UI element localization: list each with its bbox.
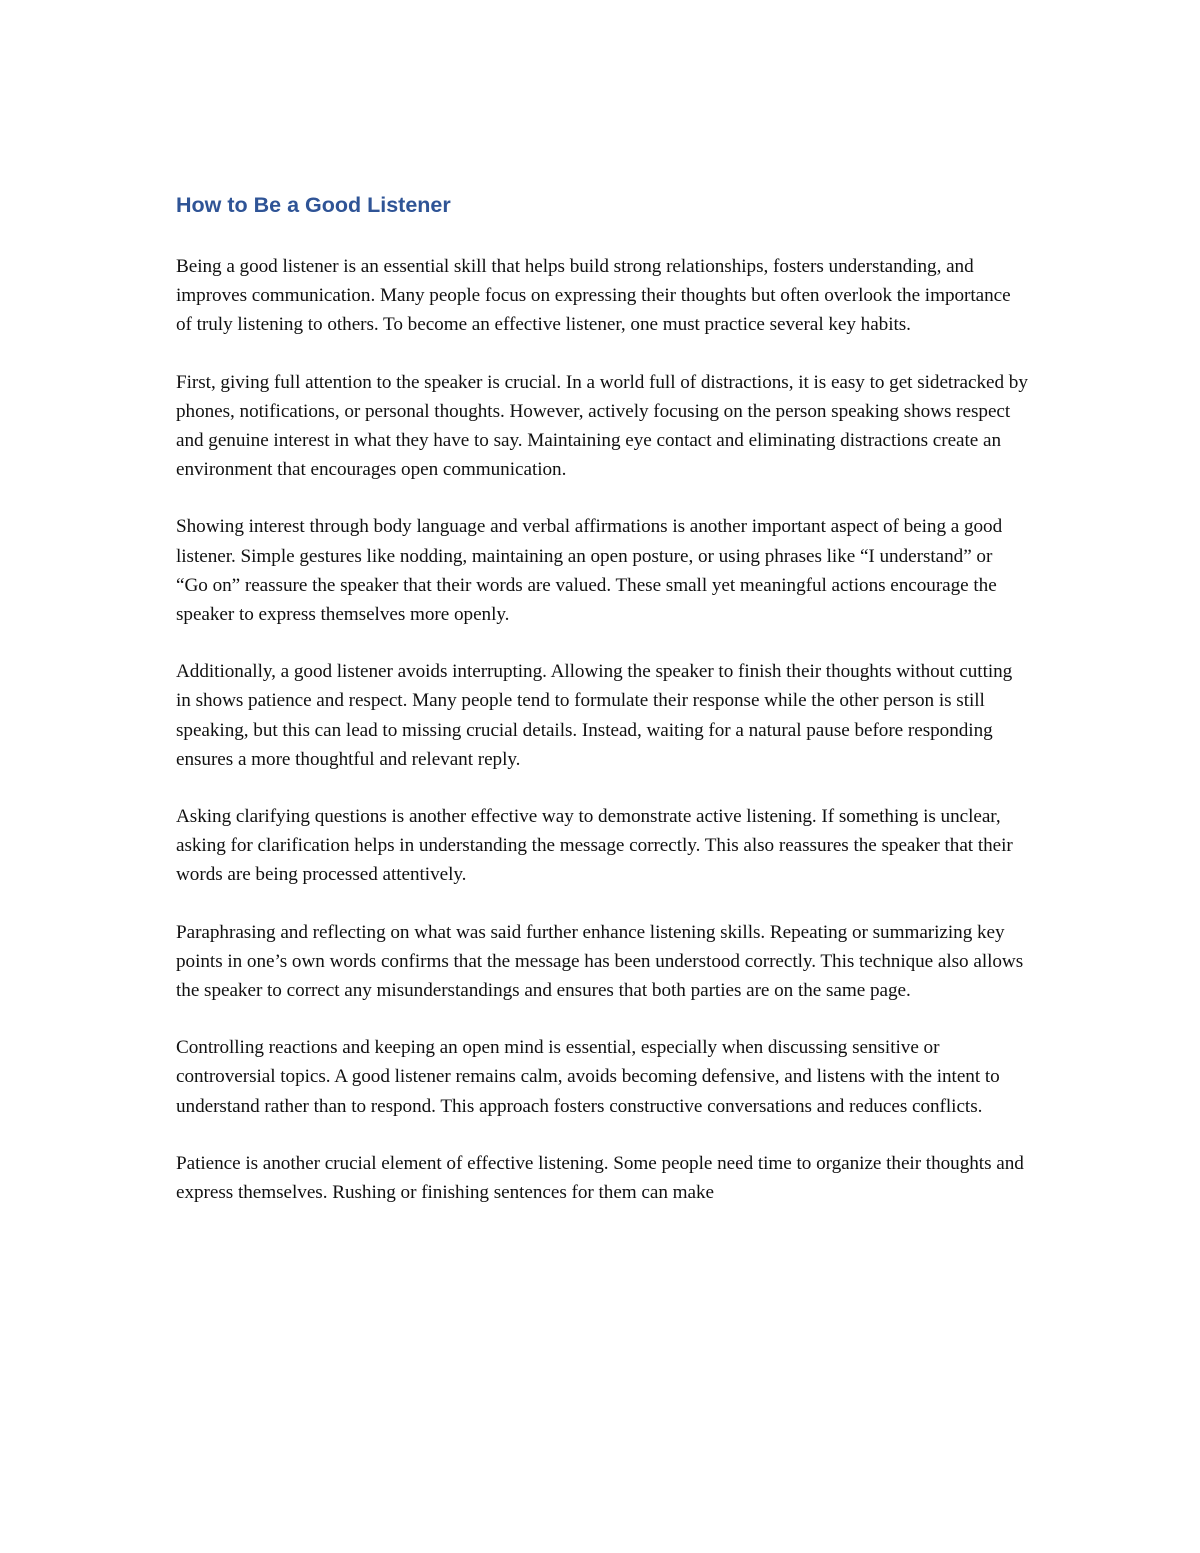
paragraph-paraphrasing: Paraphrasing and reflecting on what was said further enhance listening skills. Repeating or summarizing key points in one’s own words confirms that the message has been understood correctly. This technique also allows the speaker to correct any misunderstandings and ensures that both parties are on the same page.	[176, 921, 1024, 1002]
paragraph-avoid-interrupting: Additionally, a good listener avoids interrupting. Allowing the speaker to finish their thoughts without cutting in shows patience and respect. Many people tend to formulate their response while the other person is still speaking, but this can lead to missing crucial details. Instead, waiting for a natural pause before responding ensures a more thoughtful and relevant reply.	[176, 661, 1013, 770]
paragraph-body-language: Showing interest through body language and verbal affirmations is another important aspect of being a good listener. Simple gestures like nodding, maintaining an open posture, or using phrases like “I understand” or “Go on” reassure the speaker that their words are valued. These small yet meaningful actions encourage the speaker to express themselves more openly.	[176, 516, 1003, 626]
document-title: How to Be a Good Listener	[176, 193, 451, 217]
paragraph-clarifying-questions: Asking clarifying questions is another effective way to demonstrate active listening. If something is unclear, asking for clarification helps in understanding the message correctly. This also reassures the speaker that their words are being processed attentively.	[176, 806, 1013, 886]
paragraph-intro: Being a good listener is an essential skill that helps build strong relationships, fosters understanding, and improves communication. Many people focus on expressing their thoughts but often overlook the importance of truly listening to others. To become an effective listener, one must practice several key habits.	[176, 256, 1011, 336]
paragraph-full-attention: First, giving full attention to the speaker is crucial. In a world full of distractions, it is easy to get sidetracked by phones, notifications, or personal thoughts. However, actively focusing on the person speaking shows respect and genuine interest in what they have to say. Maintaining eye contact and eliminating distractions create an environment that encourages open communication.	[176, 371, 1028, 481]
paragraph-patience: Patience is another crucial element of effective listening. Some people need time to organize their thoughts and express themselves. Rushing or finishing sentences for them can make	[176, 1152, 1024, 1204]
paragraph-controlling-reactions: Controlling reactions and keeping an open mind is essential, especially when discussing sensitive or controversial topics. A good listener remains calm, avoids becoming defensive, and listens with the intent to understand rather than to respond. This approach fosters constructive conversations and reduces conflicts.	[176, 1037, 1000, 1117]
document-body	[176, 190, 1028, 1235]
